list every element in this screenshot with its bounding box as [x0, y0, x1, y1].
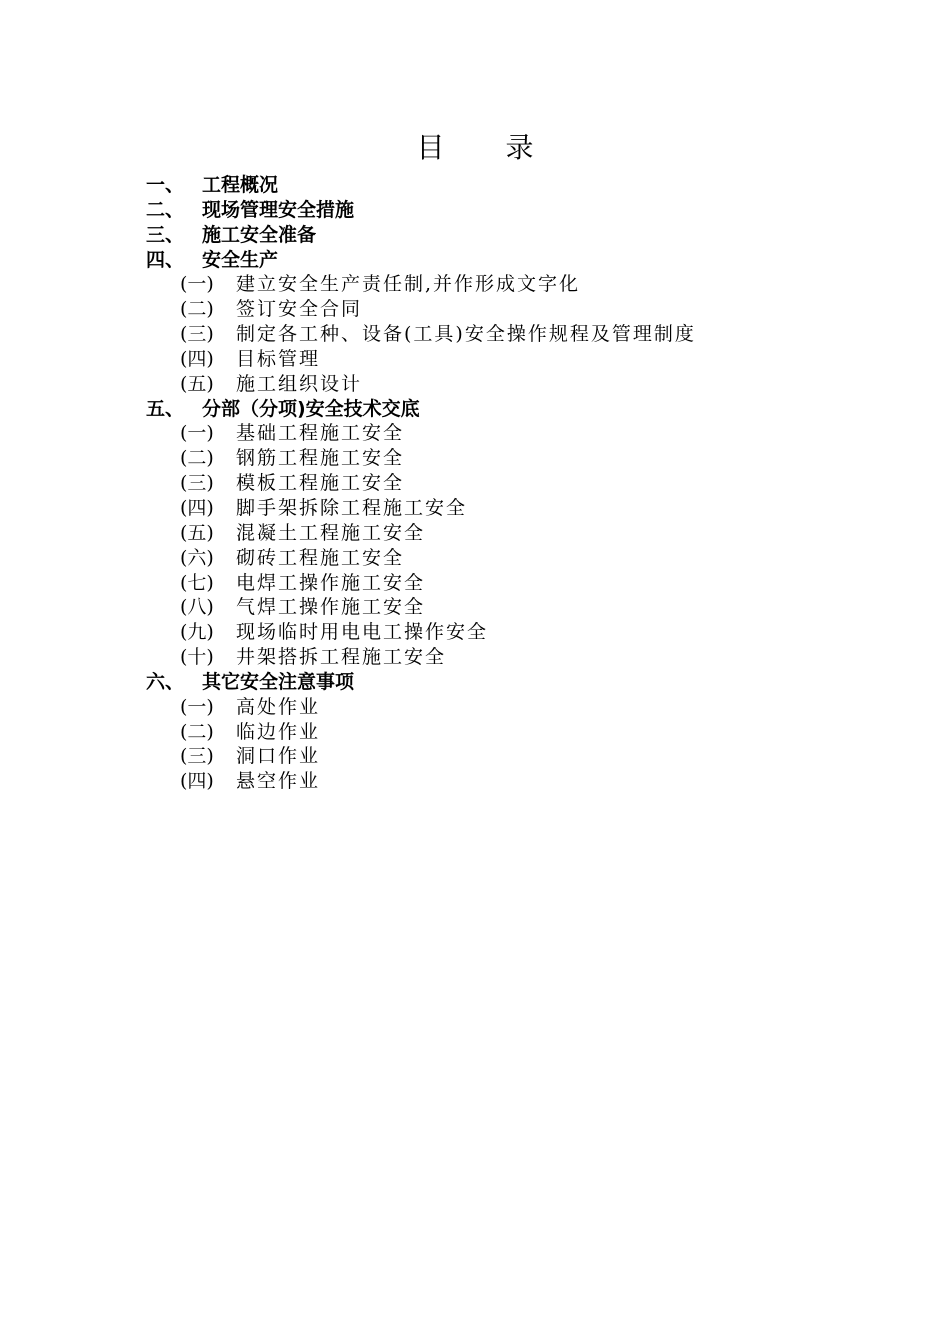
- toc-subsection: [146, 421, 906, 446]
- toc-entry-number: (四): [180, 347, 214, 370]
- toc-entry-title: 建立安全生产责任制,并作形成文字化: [236, 273, 581, 296]
- toc-entry-number: 三、: [146, 223, 185, 246]
- toc-entry-number: (三): [180, 472, 214, 495]
- toc-section: [146, 397, 906, 422]
- toc-entry-title: 制定各工种、设备(工具)安全操作规程及管理制度: [236, 323, 696, 346]
- toc-entry-number: (四): [180, 496, 214, 519]
- toc-section: [146, 670, 906, 695]
- toc-section: [146, 223, 906, 248]
- toc-entry-title: 井架搭拆工程施工安全: [236, 646, 447, 669]
- toc-entry-number: (二): [180, 298, 214, 321]
- toc-subsection: [146, 272, 906, 297]
- toc-entry-number: (四): [180, 770, 214, 793]
- toc-entry-number: (八): [180, 596, 214, 619]
- toc-entry-number: (一): [180, 695, 214, 718]
- toc-subsection: [146, 620, 906, 645]
- toc-subsection: [146, 571, 906, 596]
- toc-entry-title: 高处作业: [236, 695, 321, 718]
- toc-subsection: [146, 521, 906, 546]
- toc-entry-title: 签订安全合同: [236, 298, 363, 321]
- toc-subsection: [146, 297, 906, 322]
- toc-entry-number: (九): [180, 621, 214, 644]
- toc-entry-number: (六): [180, 546, 214, 569]
- toc-entry-title: 模板工程施工安全: [236, 472, 405, 495]
- toc-entry-title: 洞口作业: [236, 745, 321, 768]
- toc-entry-title: 临边作业: [236, 720, 321, 743]
- toc-entry-number: 二、: [146, 198, 185, 221]
- toc-subsection: [146, 496, 906, 521]
- toc-subsection: [146, 322, 906, 347]
- toc-subsection: [146, 744, 906, 769]
- toc-subsection: [146, 769, 906, 794]
- toc-entry-title: 分部（分项)安全技术交底: [202, 397, 420, 420]
- toc-entry-number: (二): [180, 720, 214, 743]
- toc-entry-title: 其它安全注意事项: [202, 670, 355, 693]
- toc-subsection: [146, 595, 906, 620]
- toc-entry-number: (五): [180, 521, 214, 544]
- toc-section: [146, 198, 906, 223]
- toc-entry-title: 目标管理: [236, 347, 321, 370]
- toc-section: [146, 173, 906, 198]
- table-of-contents: [146, 173, 906, 794]
- toc-subsection: [146, 372, 906, 397]
- toc-entry-title: 施工组织设计: [236, 372, 363, 395]
- toc-entry-title: 钢筋工程施工安全: [236, 447, 405, 470]
- toc-entry-title: 现场管理安全措施: [202, 198, 355, 221]
- toc-subsection: [146, 695, 906, 720]
- toc-entry-number: (二): [180, 447, 214, 470]
- toc-entry-title: 安全生产: [202, 248, 279, 271]
- toc-entry-number: (三): [180, 323, 214, 346]
- toc-entry-title: 工程概况: [202, 174, 279, 196]
- toc-entry-title: 混凝土工程施工安全: [236, 521, 426, 544]
- toc-entry-title: 悬空作业: [236, 770, 321, 793]
- page-title: 目 录: [416, 131, 560, 164]
- toc-subsection: [146, 645, 906, 670]
- toc-subsection: [146, 347, 906, 372]
- toc-entry-number: (三): [180, 745, 214, 768]
- toc-entry-number: (一): [180, 422, 214, 445]
- toc-entry-title: 基础工程施工安全: [236, 422, 405, 445]
- toc-entry-title: 现场临时用电电工操作安全: [236, 621, 489, 644]
- toc-entry-title: 砌砖工程施工安全: [236, 546, 405, 569]
- toc-entry-number: 一、: [146, 174, 185, 196]
- toc-entry-number: (七): [180, 571, 214, 594]
- toc-entry-title: 电焊工操作施工安全: [236, 571, 426, 594]
- toc-section: [146, 248, 906, 273]
- toc-entry-title: 施工安全准备: [202, 223, 317, 246]
- toc-entry-title: 气焊工操作施工安全: [236, 596, 426, 619]
- toc-entry-number: 四、: [146, 248, 185, 271]
- toc-entry-number: (十): [180, 646, 214, 669]
- toc-subsection: [146, 546, 906, 571]
- toc-entry-number: (一): [180, 273, 214, 296]
- toc-entry-number: (五): [180, 372, 214, 395]
- toc-subsection: [146, 446, 906, 471]
- toc-subsection: [146, 471, 906, 496]
- toc-subsection: [146, 720, 906, 745]
- toc-entry-number: 六、: [146, 670, 185, 693]
- toc-entry-title: 脚手架拆除工程施工安全: [236, 496, 468, 519]
- toc-entry-number: 五、: [146, 397, 185, 420]
